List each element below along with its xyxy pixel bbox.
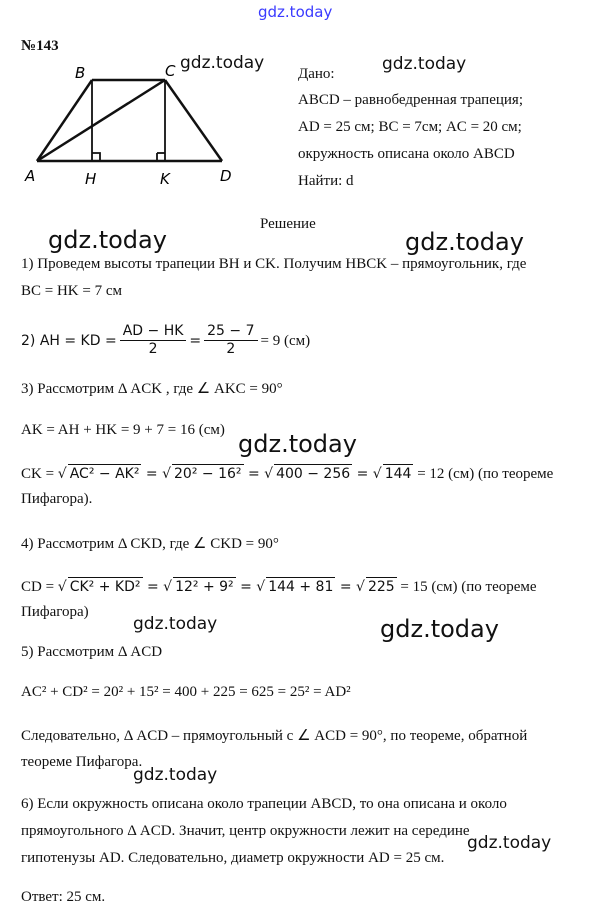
fraction-denominator: 2 bbox=[148, 341, 158, 357]
step-2-suffix: = 9 (см) bbox=[260, 332, 311, 349]
label-d: D bbox=[220, 167, 232, 185]
watermark: gdz.today bbox=[48, 226, 167, 254]
step-3-line: AK = AH + HK = 9 + 7 = 16 (см) bbox=[21, 422, 225, 438]
given-line: ABCD – равнобедренная трапеция; bbox=[298, 92, 523, 108]
step-2-formula bbox=[21, 323, 310, 358]
cd-prefix: CD = bbox=[21, 579, 58, 595]
solution-title: Решение bbox=[260, 216, 316, 232]
radicand: 144 + 81 bbox=[268, 579, 334, 595]
radicand: 144 bbox=[384, 466, 412, 482]
radicand: 225 bbox=[367, 579, 395, 595]
step-3-line: Пифагора). bbox=[21, 491, 93, 507]
equals-sign: = bbox=[189, 332, 202, 349]
watermark: gdz.today bbox=[238, 430, 357, 458]
radicand: CK² + KD² bbox=[69, 579, 141, 595]
step-5-line: теореме Пифагора. bbox=[21, 754, 143, 770]
label-k: K bbox=[160, 170, 170, 188]
radicand: AC² − AK² bbox=[69, 466, 140, 482]
watermark: gdz.today bbox=[467, 833, 552, 853]
step-4-cd-formula: CD = √ CK² + KD² = √ 12² + 9² = √ 144 + 81 = √ 225 = 15 (см) (по теореме bbox=[21, 579, 537, 595]
radicand: 20² − 16² bbox=[174, 466, 242, 482]
step-4-line: 4) Рассмотрим Δ CKD, где ∠ CKD = 90° bbox=[21, 536, 279, 552]
fraction bbox=[204, 323, 257, 358]
task-number: №143 bbox=[21, 38, 59, 54]
watermark: gdz.today bbox=[380, 615, 499, 643]
side-cd bbox=[165, 80, 222, 161]
given-heading: Дано: bbox=[298, 66, 335, 82]
fraction-denominator: 2 bbox=[226, 341, 236, 357]
step-6-line: гипотенузы AD. Следовательно, диаметр окружности AD = 25 см. bbox=[21, 850, 445, 866]
watermark: gdz.today bbox=[133, 614, 218, 634]
watermark: gdz.today bbox=[405, 228, 524, 256]
fraction-numerator: 25 − 7 bbox=[204, 323, 257, 341]
given-line: окружность описана около ABCD bbox=[298, 146, 515, 162]
label-c: C bbox=[165, 62, 176, 80]
diagonal-ac bbox=[37, 80, 165, 161]
label-h: H bbox=[85, 170, 97, 188]
watermark: gdz.today bbox=[382, 54, 467, 74]
step-2-prefix: 2) AH = KD = bbox=[21, 332, 117, 349]
watermark: gdz.today bbox=[133, 765, 218, 785]
step-1-line: 1) Проведем высоты трапеции BH и CK. Получим HBCK – прямоугольник, где bbox=[21, 256, 527, 272]
step-4-line: Пифагора) bbox=[21, 604, 89, 620]
label-a: A bbox=[25, 167, 36, 185]
fraction bbox=[120, 323, 187, 358]
watermark-top: gdz.today bbox=[258, 3, 333, 21]
fraction-numerator: AD − HK bbox=[120, 323, 187, 341]
ck-prefix: CK = bbox=[21, 466, 58, 482]
radicand: 400 − 256 bbox=[276, 466, 351, 482]
step-6-line: прямоугольного Δ ACD. Значит, центр окружности лежит на середине bbox=[21, 823, 470, 839]
step-1-line: BC = HK = 7 см bbox=[21, 283, 122, 299]
cd-suffix: = 15 (см) (по теореме bbox=[400, 579, 537, 595]
watermark: gdz.today bbox=[180, 53, 265, 73]
step-5-equation: AC² + CD² = 20² + 15² = 400 + 225 = 625 = 25² = AD² bbox=[21, 684, 351, 700]
answer: Ответ: 25 см. bbox=[21, 889, 106, 905]
radicand: 12² + 9² bbox=[175, 579, 234, 595]
given-line: Найти: d bbox=[298, 173, 354, 189]
given-line: AD = 25 см; BC = 7см; AC = 20 см; bbox=[298, 119, 522, 135]
label-b: B bbox=[75, 64, 86, 82]
ck-suffix: = 12 (см) (по теореме bbox=[417, 466, 554, 482]
step-3-line: 3) Рассмотрим Δ ACK , где ∠ AKC = 90° bbox=[21, 381, 283, 397]
step-5-line: 5) Рассмотрим Δ ACD bbox=[21, 644, 163, 660]
step-6-line: 6) Если окружность описана около трапеции ABCD, то она описана и около bbox=[21, 796, 507, 812]
step-3-ck-formula: CK = √ AC² − AK² = √ 20² − 16² = √ 400 − 256 = √ 144 = 12 (см) (по теореме bbox=[21, 466, 554, 482]
step-5-line: Следовательно, Δ ACD – прямоугольный с ∠ ACD = 90°, по теореме, обратной bbox=[21, 728, 528, 744]
trapezoid-figure bbox=[15, 60, 255, 190]
side-ab bbox=[37, 80, 92, 161]
